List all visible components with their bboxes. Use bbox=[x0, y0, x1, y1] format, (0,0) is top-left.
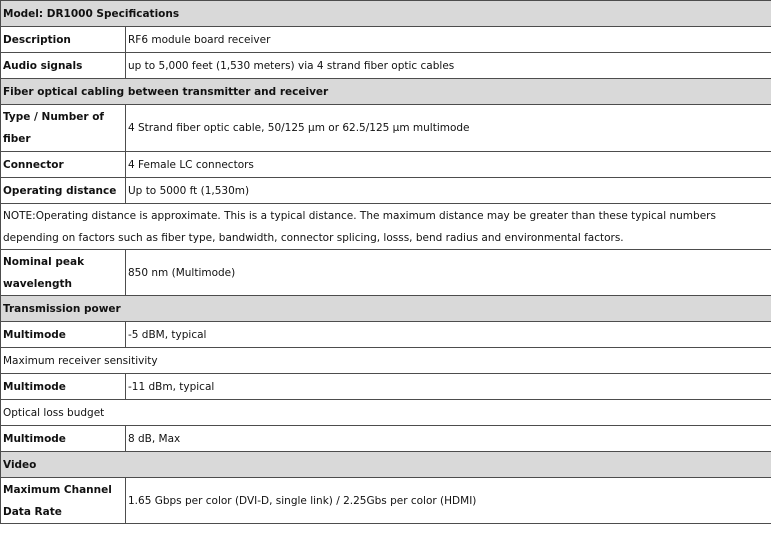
section-row bbox=[1, 452, 771, 478]
row-label: Type / Number of fiber bbox=[1, 105, 126, 152]
subheading: Maximum receiver sensitivity bbox=[1, 348, 771, 374]
subheading: Optical loss budget bbox=[1, 400, 771, 426]
table-header-row bbox=[1, 1, 771, 27]
table-row bbox=[1, 178, 771, 204]
row-label: Audio signals bbox=[1, 53, 126, 79]
row-label: Description bbox=[1, 27, 126, 53]
row-value: RF6 module board receiver bbox=[126, 27, 771, 53]
section-row bbox=[1, 296, 771, 322]
row-label: Multimode bbox=[1, 374, 126, 400]
section-heading: Fiber optical cabling between transmitter and receiver bbox=[1, 79, 771, 105]
row-value: 850 nm (Multimode) bbox=[126, 250, 771, 296]
row-value: 4 Female LC connectors bbox=[126, 152, 771, 178]
table-row bbox=[1, 27, 771, 53]
row-label: Multimode bbox=[1, 322, 126, 348]
subheading-row bbox=[1, 348, 771, 374]
table-row bbox=[1, 426, 771, 452]
table-row bbox=[1, 250, 771, 296]
note-text: NOTE:Operating distance is approximate. This is a typical distance. The maximum distance may be greater than these typical numbers depending on factors such as fiber type, bandwidth, connector splicing, losss, bend radius and environmental factors. bbox=[1, 204, 771, 250]
row-value: 1.65 Gbps per color (DVI-D, single link) / 2.25Gbs per color (HDMI) bbox=[126, 478, 771, 524]
subheading-row bbox=[1, 400, 771, 426]
row-label: Multimode bbox=[1, 426, 126, 452]
row-value: Up to 5000 ft (1,530m) bbox=[126, 178, 771, 204]
table-row bbox=[1, 478, 771, 524]
row-value: 4 Strand fiber optic cable, 50/125 μm or 62.5/125 μm multimode bbox=[126, 105, 771, 152]
table-row bbox=[1, 152, 771, 178]
table-row bbox=[1, 322, 771, 348]
row-label: Connector bbox=[1, 152, 126, 178]
note-row bbox=[1, 204, 771, 250]
row-label: Operating distance bbox=[1, 178, 126, 204]
table-row bbox=[1, 374, 771, 400]
section-heading: Transmission power bbox=[1, 296, 771, 322]
section-row bbox=[1, 79, 771, 105]
table-row bbox=[1, 53, 771, 79]
row-value: 8 dB, Max bbox=[126, 426, 771, 452]
row-value: -5 dBM, typical bbox=[126, 322, 771, 348]
row-label: Nominal peak wavelength bbox=[1, 250, 126, 296]
row-value: -11 dBm, typical bbox=[126, 374, 771, 400]
row-value: up to 5,000 feet (1,530 meters) via 4 strand fiber optic cables bbox=[126, 53, 771, 79]
section-heading: Video bbox=[1, 452, 771, 478]
row-label: Maximum Channel Data Rate bbox=[1, 478, 126, 524]
table-title: Model: DR1000 Specifications bbox=[1, 1, 771, 27]
table-row bbox=[1, 105, 771, 152]
